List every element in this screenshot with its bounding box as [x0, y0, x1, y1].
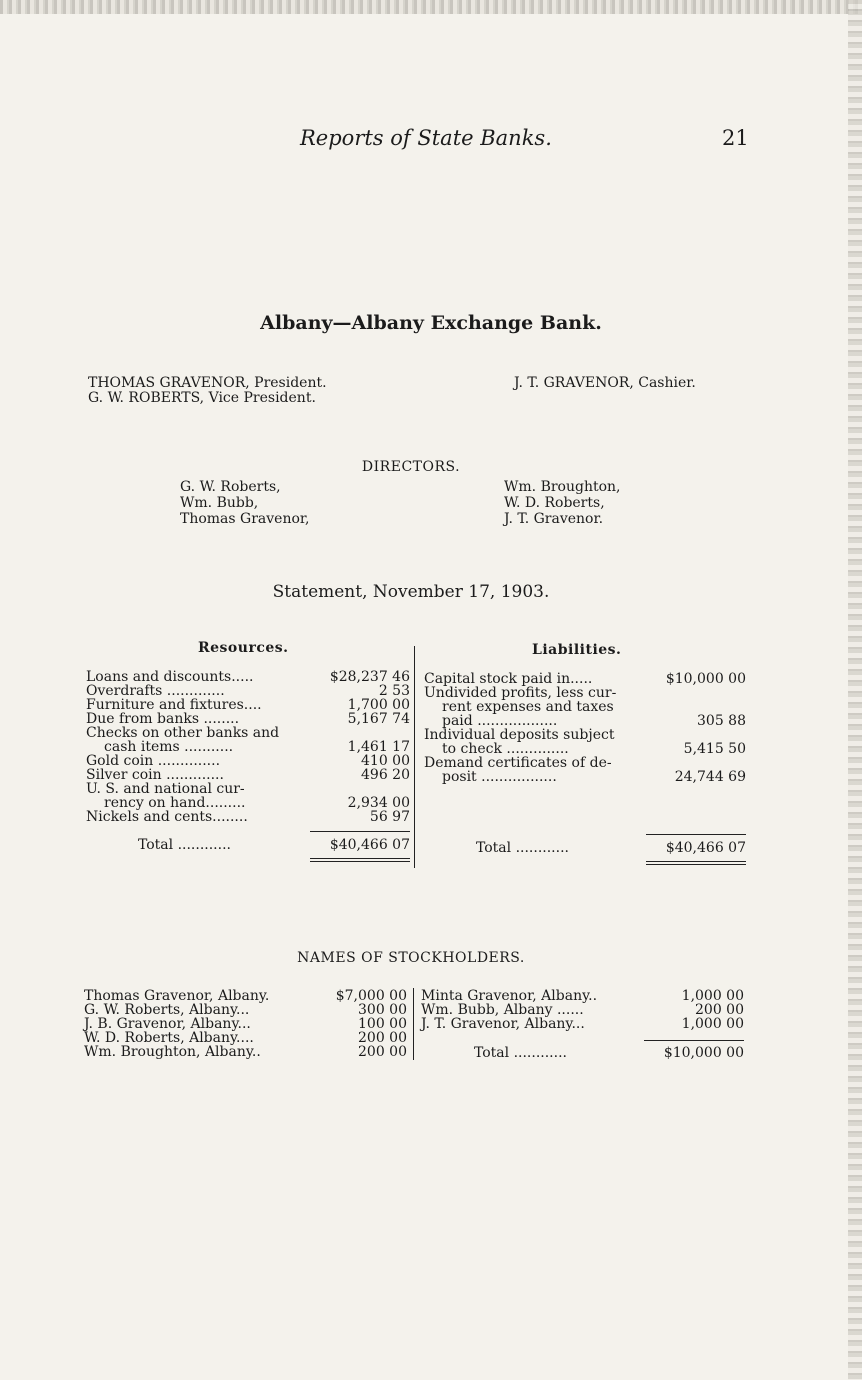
resources-total-label: Total ............	[138, 837, 231, 853]
bank-title: Albany—Albany Exchange Bank.	[260, 312, 602, 334]
resource-amount: 496 20	[361, 767, 410, 783]
resource-label: cash items ...........	[104, 739, 234, 755]
director-name: J. T. Gravenor.	[504, 511, 604, 527]
page-edge-right	[848, 0, 862, 1380]
stockholder-amount: 200 00	[695, 1002, 744, 1018]
directors-heading: DIRECTORS.	[361, 459, 461, 475]
director-name: G. W. Roberts,	[180, 479, 281, 495]
stockholder-amount: 300 00	[358, 1002, 407, 1018]
liabilities-double-rule-top	[646, 861, 746, 862]
stockholder-name: Wm. Bubb, Albany ......	[421, 1002, 584, 1018]
resource-amount: 1,700 00	[347, 697, 410, 713]
page-edge-top	[0, 0, 862, 14]
stockholder-amount: 1,000 00	[681, 988, 744, 1004]
running-title: Reports of State Banks.	[300, 126, 552, 150]
stockholders-total-label: Total ............	[474, 1045, 567, 1061]
statement-title: Statement, November 17, 1903.	[272, 582, 550, 602]
stockholder-name: J. T. Gravenor, Albany...	[421, 1016, 585, 1032]
stockholder-amount: $7,000 00	[335, 988, 407, 1004]
resource-label: Loans and discounts.....	[86, 669, 254, 685]
stockholder-name: W. D. Roberts, Albany....	[84, 1030, 254, 1046]
resource-amount: 1,461 17	[347, 739, 410, 755]
statement-column-divider	[414, 646, 415, 868]
resource-label: Checks on other banks and	[86, 725, 280, 741]
stockholder-name: Wm. Broughton, Albany..	[84, 1044, 261, 1060]
liability-label: posit .................	[442, 769, 557, 785]
resource-label: Silver coin .............	[86, 767, 224, 783]
stockholder-amount: 200 00	[358, 1044, 407, 1060]
resources-double-rule-top	[310, 858, 410, 859]
officer-vice-president: G. W. ROBERTS, Vice President.	[88, 390, 316, 406]
liability-amount: 305 88	[697, 713, 746, 729]
stockholder-name: Minta Gravenor, Albany..	[421, 988, 598, 1004]
liabilities-total-label: Total ............	[476, 840, 569, 856]
liability-amount: 5,415 50	[683, 741, 746, 757]
director-name: Thomas Gravenor,	[180, 511, 310, 527]
resource-label: Due from banks ........	[86, 711, 240, 727]
resource-amount: 410 00	[361, 753, 410, 769]
resources-double-rule-bottom	[310, 861, 410, 862]
resource-label: rency on hand.........	[104, 795, 246, 811]
stockholder-name: G. W. Roberts, Albany...	[84, 1002, 250, 1018]
liability-label: paid ..................	[442, 713, 558, 729]
resource-amount: 56 97	[369, 809, 410, 825]
stockholder-name: Thomas Gravenor, Albany.	[84, 988, 270, 1004]
director-name: Wm. Bubb,	[180, 495, 259, 511]
stockholder-amount: 100 00	[358, 1016, 407, 1032]
stockholder-amount: 1,000 00	[681, 1016, 744, 1032]
liabilities-total-rule	[646, 834, 746, 835]
resource-amount: $28,237 46	[329, 669, 410, 685]
resource-label: Furniture and fixtures....	[86, 697, 262, 713]
director-name: W. D. Roberts,	[504, 495, 605, 511]
resources-total-rule	[310, 831, 410, 832]
liability-label: Capital stock paid in.....	[424, 671, 593, 687]
resource-amount: 5,167 74	[347, 711, 410, 727]
resource-amount: 2 53	[378, 683, 410, 699]
director-name: Wm. Broughton,	[504, 479, 621, 495]
liability-label: Demand certificates of de-	[424, 755, 612, 771]
liabilities-total-amount: $40,466 07	[665, 840, 746, 856]
liability-amount: $10,000 00	[665, 671, 746, 687]
liabilities-heading: Liabilities.	[532, 642, 622, 658]
liabilities-double-rule-bottom	[646, 864, 746, 865]
resource-label: Nickels and cents........	[86, 809, 248, 825]
stockholders-heading: NAMES OF STOCKHOLDERS.	[297, 950, 525, 966]
resource-amount: 2,934 00	[347, 795, 410, 811]
resource-label: Gold coin ..............	[86, 753, 221, 769]
officer-president: THOMAS GRAVENOR, President.	[88, 375, 327, 391]
stockholder-name: J. B. Gravenor, Albany...	[84, 1016, 251, 1032]
resources-total-amount: $40,466 07	[329, 837, 410, 853]
liability-amount: 24,744 69	[674, 769, 746, 785]
resource-label: U. S. and national cur-	[86, 781, 245, 797]
stockholders-column-divider	[413, 988, 414, 1060]
liability-label: Individual deposits subject	[424, 727, 615, 743]
liability-label: Undivided profits, less cur-	[424, 685, 617, 701]
liability-label: rent expenses and taxes	[442, 699, 614, 715]
director-list-left	[180, 479, 310, 527]
stockholder-amount: 200 00	[358, 1030, 407, 1046]
liability-label: to check ..............	[442, 741, 569, 757]
officer-cashier: J. T. GRAVENOR, Cashier.	[514, 375, 696, 391]
resource-label: Overdrafts .............	[86, 683, 225, 699]
stockholders-total-amount: $10,000 00	[663, 1045, 744, 1061]
stockholders-total-rule	[644, 1040, 744, 1041]
page-number: 21	[722, 126, 749, 150]
resources-heading: Resources.	[198, 640, 289, 656]
director-list-right	[504, 479, 621, 527]
